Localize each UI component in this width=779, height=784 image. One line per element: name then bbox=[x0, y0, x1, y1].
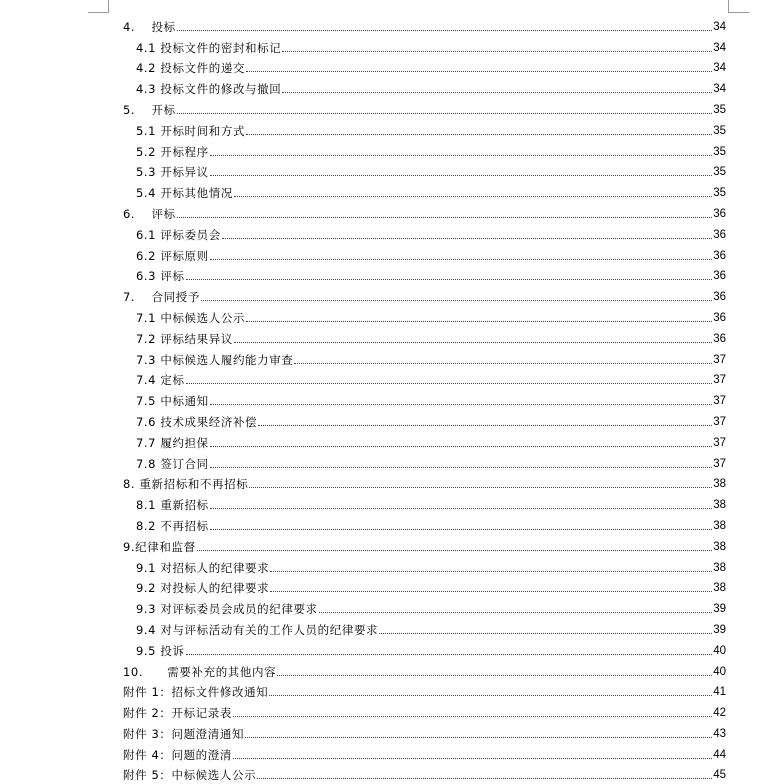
toc-entry-title: 9.纪律和监督 bbox=[123, 539, 196, 554]
table-of-contents bbox=[123, 13, 726, 782]
toc-entry[interactable] bbox=[123, 346, 726, 367]
toc-entry-title: 5.3 开标异议 bbox=[136, 165, 209, 180]
toc-entry[interactable] bbox=[123, 471, 726, 492]
toc-entry[interactable] bbox=[123, 138, 726, 159]
toc-entry-title: 7. 合同授予 bbox=[123, 290, 200, 305]
toc-dot-leader bbox=[257, 778, 712, 779]
toc-dot-leader bbox=[233, 716, 712, 717]
toc-dot-leader bbox=[246, 321, 712, 322]
toc-dot-leader bbox=[186, 383, 713, 384]
toc-entry[interactable] bbox=[123, 450, 726, 471]
toc-entry-title: 9.3 对评标委员会成员的纪律要求 bbox=[136, 602, 318, 617]
toc-dot-leader bbox=[277, 675, 712, 676]
toc-page-number: 36 bbox=[713, 291, 726, 304]
toc-entry[interactable] bbox=[123, 325, 726, 346]
toc-entry[interactable] bbox=[123, 429, 726, 450]
toc-page-number: 35 bbox=[713, 187, 726, 200]
toc-page-number: 34 bbox=[713, 62, 726, 75]
toc-page-number: 38 bbox=[713, 519, 726, 532]
toc-dot-leader bbox=[234, 196, 712, 197]
toc-dot-leader bbox=[186, 654, 713, 655]
toc-dot-leader bbox=[294, 363, 712, 364]
toc-entry-title: 附件 2：开标记录表 bbox=[123, 706, 232, 721]
toc-page-number: 36 bbox=[713, 207, 726, 220]
toc-dot-leader bbox=[177, 30, 712, 31]
toc-entry[interactable] bbox=[123, 13, 726, 34]
toc-dot-leader bbox=[210, 467, 712, 468]
toc-entry-title: 附件 5：中标候选人公示 bbox=[123, 768, 257, 783]
toc-page-number: 35 bbox=[713, 166, 726, 179]
toc-dot-leader bbox=[270, 571, 712, 572]
toc-page-number: 37 bbox=[713, 353, 726, 366]
toc-dot-leader bbox=[177, 217, 712, 218]
toc-entry[interactable] bbox=[123, 283, 726, 304]
toc-entry[interactable] bbox=[123, 741, 726, 762]
toc-dot-leader bbox=[233, 758, 712, 759]
toc-entry[interactable] bbox=[123, 200, 726, 221]
toc-dot-leader bbox=[269, 695, 712, 696]
toc-page-number: 35 bbox=[713, 124, 726, 137]
toc-entry[interactable] bbox=[123, 75, 726, 96]
toc-entry-title: 7.1 中标候选人公示 bbox=[136, 310, 246, 325]
toc-entry-title: 9.4 对与评标活动有关的工作人员的纪律要求 bbox=[136, 622, 379, 637]
toc-page-number: 36 bbox=[713, 270, 726, 283]
toc-page-number: 38 bbox=[713, 540, 726, 553]
toc-dot-leader bbox=[210, 175, 712, 176]
toc-entry-title: 5.4 开标其他情况 bbox=[136, 186, 233, 201]
toc-entry[interactable] bbox=[123, 221, 726, 242]
toc-entry-title: 6.1 评标委员会 bbox=[136, 227, 221, 242]
toc-entry-title: 7.6 技术成果经济补偿 bbox=[136, 414, 258, 429]
toc-entry-title: 7.2 评标结果异议 bbox=[136, 331, 233, 346]
toc-entry-title: 6. 评标 bbox=[123, 206, 176, 221]
toc-entry-title: 5.2 开标程序 bbox=[136, 144, 209, 159]
toc-dot-leader bbox=[197, 550, 713, 551]
toc-entry[interactable] bbox=[123, 242, 726, 263]
toc-dot-leader bbox=[177, 113, 712, 114]
toc-dot-leader bbox=[210, 155, 712, 156]
toc-entry-title: 4.3 投标文件的修改与撤回 bbox=[136, 82, 282, 97]
toc-entry-title: 7.8 签订合同 bbox=[136, 456, 209, 471]
toc-entry[interactable] bbox=[123, 55, 726, 76]
toc-dot-leader bbox=[282, 92, 712, 93]
toc-page-number: 38 bbox=[713, 499, 726, 512]
toc-page-number: 38 bbox=[713, 582, 726, 595]
toc-entry[interactable] bbox=[123, 512, 726, 533]
page-corner-mark-left bbox=[88, 0, 109, 13]
toc-entry[interactable] bbox=[123, 159, 726, 180]
toc-page-number: 39 bbox=[713, 603, 726, 616]
toc-entry[interactable] bbox=[123, 616, 726, 637]
toc-entry[interactable] bbox=[123, 699, 726, 720]
toc-entry-title: 4.2 投标文件的递交 bbox=[136, 61, 246, 76]
toc-page-number: 35 bbox=[713, 103, 726, 116]
toc-entry-title: 6.2 评标原则 bbox=[136, 248, 209, 263]
toc-entry[interactable] bbox=[123, 387, 726, 408]
toc-dot-leader bbox=[210, 446, 712, 447]
toc-entry-title: 8.2 不再招标 bbox=[136, 518, 209, 533]
toc-dot-leader bbox=[246, 134, 712, 135]
toc-entry[interactable] bbox=[123, 533, 726, 554]
toc-entry[interactable] bbox=[123, 575, 726, 596]
toc-dot-leader bbox=[319, 612, 713, 613]
toc-page-number: 38 bbox=[713, 478, 726, 491]
toc-page-number: 44 bbox=[713, 748, 726, 761]
toc-entry[interactable] bbox=[123, 658, 726, 679]
toc-entry-title: 7.7 履约担保 bbox=[136, 435, 209, 450]
toc-entry[interactable] bbox=[123, 179, 726, 200]
toc-entry-title: 10. 需要补充的其他内容 bbox=[123, 664, 277, 679]
toc-page-number: 41 bbox=[713, 686, 726, 699]
toc-entry-title: 9.5 投诉 bbox=[136, 643, 185, 658]
toc-entry-title: 附件 1：招标文件修改通知 bbox=[123, 685, 269, 700]
toc-page-number: 40 bbox=[713, 665, 726, 678]
toc-entry-title: 附件 3：问题澄清通知 bbox=[123, 726, 245, 741]
toc-dot-leader bbox=[249, 487, 712, 488]
toc-entry-title: 5. 开标 bbox=[123, 102, 176, 117]
toc-entry-title: 7.3 中标候选人履约能力审查 bbox=[136, 352, 294, 367]
toc-dot-leader bbox=[210, 508, 712, 509]
toc-entry[interactable] bbox=[123, 720, 726, 741]
toc-entry[interactable] bbox=[123, 554, 726, 575]
toc-page-number: 37 bbox=[713, 457, 726, 470]
toc-dot-leader bbox=[186, 279, 713, 280]
toc-entry[interactable] bbox=[123, 679, 726, 700]
toc-dot-leader bbox=[258, 425, 712, 426]
toc-dot-leader bbox=[210, 404, 712, 405]
toc-dot-leader bbox=[246, 71, 712, 72]
toc-page-number: 45 bbox=[713, 769, 726, 782]
toc-page-number: 34 bbox=[713, 83, 726, 96]
toc-entry-title: 4. 投标 bbox=[123, 19, 176, 34]
toc-page-number: 37 bbox=[713, 374, 726, 387]
toc-entry[interactable] bbox=[123, 304, 726, 325]
toc-page-number: 37 bbox=[713, 415, 726, 428]
toc-dot-leader bbox=[234, 342, 712, 343]
toc-dot-leader bbox=[270, 591, 712, 592]
toc-entry-title: 9.1 对招标人的纪律要求 bbox=[136, 560, 270, 575]
toc-entry[interactable] bbox=[123, 367, 726, 388]
toc-entry-title: 7.5 中标通知 bbox=[136, 394, 209, 409]
toc-dot-leader bbox=[201, 300, 712, 301]
toc-dot-leader bbox=[210, 529, 712, 530]
toc-entry[interactable] bbox=[123, 637, 726, 658]
toc-page-number: 38 bbox=[713, 561, 726, 574]
toc-page-number: 36 bbox=[713, 311, 726, 324]
toc-dot-leader bbox=[282, 51, 712, 52]
toc-page-number: 36 bbox=[713, 228, 726, 241]
toc-page-number: 36 bbox=[713, 249, 726, 262]
toc-dot-leader bbox=[210, 259, 712, 260]
toc-page-number: 35 bbox=[713, 145, 726, 158]
toc-page-number: 42 bbox=[713, 707, 726, 720]
toc-entry-title: 6.3 评标 bbox=[136, 269, 185, 284]
toc-entry-title: 附件 4：问题的澄清 bbox=[123, 747, 232, 762]
toc-entry-title: 5.1 开标时间和方式 bbox=[136, 123, 246, 138]
toc-entry[interactable] bbox=[123, 408, 726, 429]
toc-page-number: 37 bbox=[713, 395, 726, 408]
toc-entry-title: 8. 重新招标和不再招标 bbox=[123, 477, 249, 492]
toc-page-number: 43 bbox=[713, 727, 726, 740]
page-corner-mark-right bbox=[728, 0, 749, 13]
toc-entry[interactable] bbox=[123, 96, 726, 117]
toc-page-number: 37 bbox=[713, 436, 726, 449]
toc-entry[interactable] bbox=[123, 491, 726, 512]
toc-entry[interactable] bbox=[123, 34, 726, 55]
toc-dot-leader bbox=[222, 238, 712, 239]
toc-dot-leader bbox=[245, 737, 712, 738]
toc-page-number: 36 bbox=[713, 332, 726, 345]
toc-entry-title: 8.1 重新招标 bbox=[136, 498, 209, 513]
toc-entry[interactable] bbox=[123, 762, 726, 783]
toc-page-number: 34 bbox=[713, 20, 726, 33]
toc-page-number: 40 bbox=[713, 644, 726, 657]
toc-entry-title: 4.1 投标文件的密封和标记 bbox=[136, 40, 282, 55]
toc-page-number: 34 bbox=[713, 41, 726, 54]
toc-entry[interactable] bbox=[123, 117, 726, 138]
toc-entry[interactable] bbox=[123, 595, 726, 616]
toc-entry[interactable] bbox=[123, 263, 726, 284]
toc-entry-title: 7.4 定标 bbox=[136, 373, 185, 388]
toc-dot-leader bbox=[379, 633, 712, 634]
toc-page-number: 39 bbox=[713, 623, 726, 636]
toc-entry-title: 9.2 对投标人的纪律要求 bbox=[136, 581, 270, 596]
